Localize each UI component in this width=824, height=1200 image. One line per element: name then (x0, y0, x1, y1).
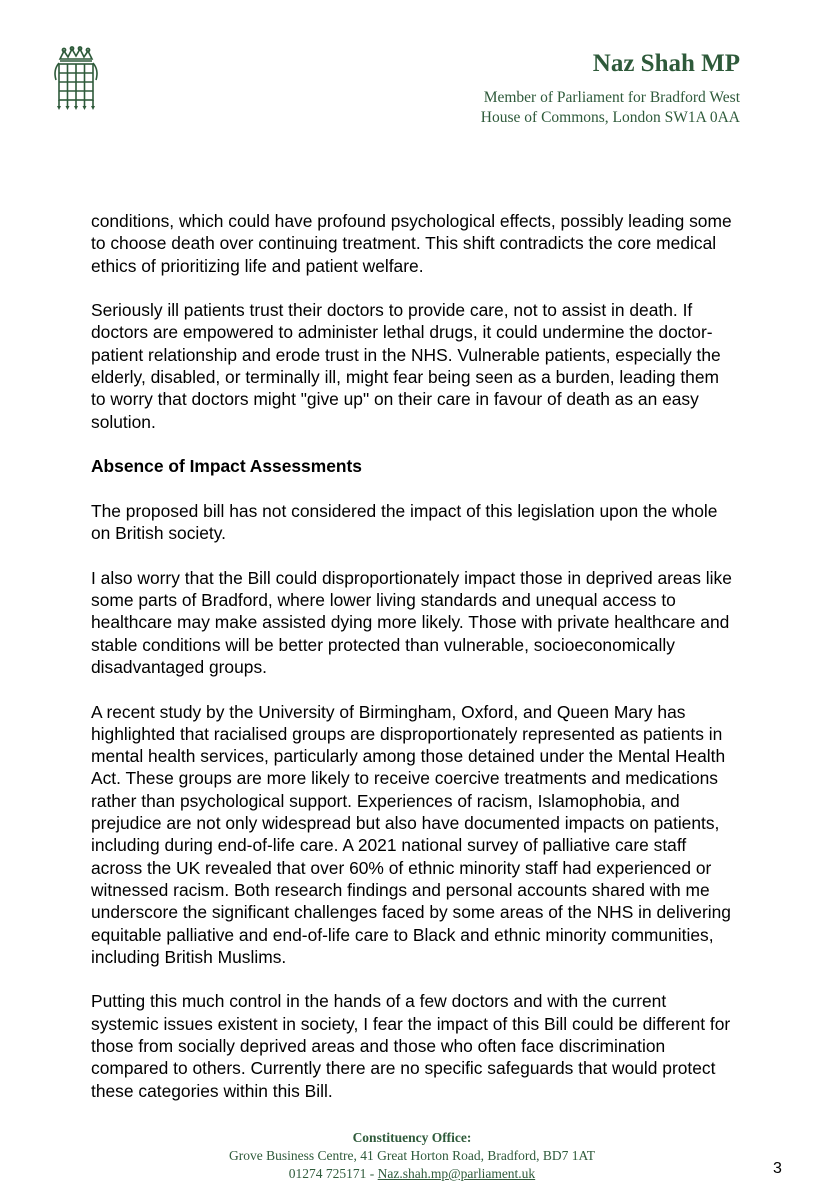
footer-address: Grove Business Centre, 41 Great Horton Road, Bradford, BD7 1AT (229, 1148, 595, 1163)
footer-phone: 01274 725171 - (288, 1166, 378, 1181)
paragraph-2: Seriously ill patients trust their doctors to provide care, not to assist in death. If doctors are empowered to administer lethal drugs, it could undermine the doctor- patient relationship and erode trust in the NHS. Vulnerable patients, especially the elderly, disabled, or terminally ill, might fear being seen as a burden, leading them to worry that doctors might "give up" on their care in favour of death as an easy solution. (91, 300, 721, 432)
mp-name: Naz Shah MP (592, 50, 740, 77)
constituency-line: Member of Parliament for Bradford West (483, 89, 740, 106)
paragraph-4: I also worry that the Bill could disproportionately impact those in deprived areas like some parts of Bradford, where lower living standards and unequal access to healthcare may make assisted dying more likely. Those with private healthcare and stable conditions will be better protected than vulnerable, socioeconomically disadvantaged groups. (91, 567, 732, 677)
paragraph-5: A recent study by the University of Birmingham, Oxford, and Queen Mary has highlighted that racialised groups are disproportionately represented as patients in mental health services, particularly among those detained under the Mental Health Act. These groups are more likely to receive coercive treatments and medications rather than psychological support. Experiences of racism, Islamophobia, and prejudice are not only widespread but also have documented impacts on patients, including during end-of-life care. A 2021 national survey of palliative care staff across the UK revealed that over 60% of ethnic minority staff had experienced or witnessed racism. Both research findings and personal accounts shared with me underscore the significant challenges faced by some areas of the NHS in delivering equitable palliative and end-of-life care to Black and ethnic minority communities, including British Muslims. (91, 701, 731, 967)
footer (0, 1129, 824, 1183)
paragraph-1: conditions, which could have profound psychological effects, possibly leading some to choose death over continuing treatment. This shift contradicts the core medical ethics of prioritizing life and patient welfare. (91, 211, 732, 276)
footer-title: Constituency Office: (352, 1130, 472, 1145)
paragraph-6: Putting this much control in the hands of a few doctors and with the current systemic issues existent in society, I fear the impact of this Bill could be different for those from socially deprived areas and those who often face discrimination compared to others. Currently there are no specific safeguards that would protect these categories within this Bill. (91, 991, 731, 1101)
letter-body (91, 210, 791, 1124)
paragraph-3: The proposed bill has not considered the impact of this legislation upon the whole on British society. (91, 500, 718, 544)
portcullis-icon (50, 46, 102, 110)
section-heading: Absence of Impact Assessments (91, 456, 362, 477)
page-number: 3 (773, 1160, 782, 1177)
address-line: House of Commons, London SW1A 0AA (480, 109, 740, 126)
footer-contact (0, 1165, 824, 1183)
letterhead (481, 50, 740, 128)
footer-email-link[interactable]: Naz.shah.mp@parliament.uk (377, 1166, 536, 1181)
